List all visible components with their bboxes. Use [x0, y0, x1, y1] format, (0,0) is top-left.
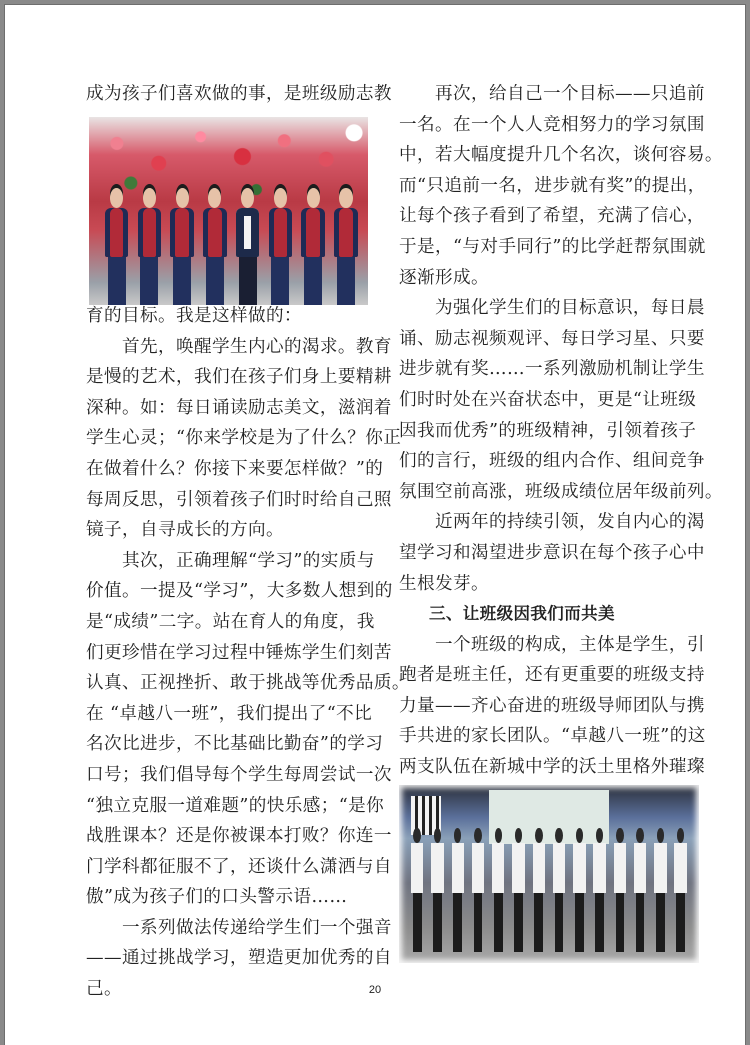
text-line: 们的言行，班级的组内合作、组间竞争: [399, 451, 705, 472]
stage-performance-photo: [399, 785, 699, 963]
student-figure: [105, 188, 129, 305]
text-line: 是“成绩”二字。站在育人的角度，我: [86, 611, 375, 632]
text-line: 学生心灵；“你来学校是为了什么？你正: [86, 428, 402, 449]
teacher-figure: [236, 188, 260, 305]
section-heading: 三、让班级因我们而共美: [429, 604, 615, 624]
text-line: 们更珍惜在学习过程中锤炼学生们刻苦: [86, 642, 392, 663]
student-group: [100, 188, 362, 305]
text-line: 成为孩子们喜欢做的事，是班级励志教: [86, 84, 392, 104]
text-line: 们时时处在兴奋状态中，更是“让班级: [399, 389, 697, 410]
text-line: 让每个孩子看到了希望，充满了信心，: [399, 206, 705, 227]
text-line: 每周反思，引领着孩子们时时给自己照: [86, 489, 392, 510]
document-page: [4, 4, 746, 1045]
text-line: 望学习和渴望进步意识在每个孩子心中: [399, 542, 705, 563]
text-line: 两支队伍在新城中学的沃土里格外璀璨: [399, 757, 705, 778]
dancer-figure: [634, 828, 646, 953]
text-line: 生根发芽。: [399, 573, 489, 594]
student-figure: [301, 188, 325, 305]
text-line: 口号；我们倡导每个学生每周尝试一次: [86, 764, 392, 785]
left-column: [86, 79, 392, 110]
dancer-figure: [614, 828, 626, 953]
dancer-figure: [654, 828, 666, 953]
text-line: 傲”成为孩子们的口头警示语……: [86, 887, 348, 908]
text-line: 跑者是班主任，还有更重要的班级支持: [399, 665, 705, 686]
dancer-figure: [472, 828, 484, 953]
page-number: 20: [368, 984, 382, 996]
dancer-figure: [553, 828, 565, 953]
paragraph-first-line: 一系列做法传递给学生们一个强音: [122, 917, 392, 938]
dancer-figure: [593, 828, 605, 953]
text-line: 于是，“与对手同行”的比学赶帮氛围就: [399, 236, 706, 257]
text-line: 是慢的艺术，我们在孩子们身上要精耕: [86, 367, 392, 388]
paragraph-first-line: 一个班级的构成，主体是学生，引: [435, 634, 705, 655]
text-line: 进步就有奖……一系列激励机制让学生: [399, 359, 705, 380]
text-line: “独立克服一道难题”的快乐感；“是你: [86, 795, 385, 816]
paragraph-first-line: 为强化学生们的目标意识，每日晨: [435, 298, 705, 319]
student-figure: [170, 188, 194, 305]
paragraph-first-line: 首先，唤醒学生内心的渴求。教育: [122, 336, 392, 357]
text-line: 因我而优秀”的班级精神，引领着孩子: [399, 420, 697, 441]
text-line: 名次比进步，不比基础比勤奋”的学习: [86, 734, 384, 755]
student-figure: [334, 188, 358, 305]
student-figure: [203, 188, 227, 305]
text-line: 门学科都征服不了，还谈什么潇洒与自: [86, 856, 392, 877]
text-line: 镜子，自寻成长的方向。: [86, 520, 284, 541]
dancer-figure: [431, 828, 443, 953]
student-figure: [138, 188, 162, 305]
student-figure: [269, 188, 293, 305]
text-line: 战胜课本？还是你被课本打败？你连一: [86, 826, 392, 847]
text-line: 手共进的家长团队。“卓越八一班”的这: [399, 726, 706, 747]
text-line: 己。: [86, 979, 122, 1000]
dancer-figure: [573, 828, 585, 953]
dancer-figure: [492, 828, 504, 953]
text-line: 力量——齐心奋进的班级导师团队与携: [399, 695, 705, 716]
dancer-figure: [674, 828, 686, 953]
text-line: 在做着什么？你接下来要怎样做？”的: [86, 458, 384, 479]
text-line: 诵、励志视频观评、每日学习星、只要: [399, 328, 705, 349]
text-line: 认真、正视挫折、敢于挑战等优秀品质。: [86, 673, 410, 694]
students-with-teacher-photo: [89, 117, 368, 305]
dancer-figure: [411, 828, 423, 953]
dancer-figure: [452, 828, 464, 953]
text-line: 逐渐形成。: [399, 267, 489, 288]
text-line: 而“只追前一名，进步就有奖”的提出，: [399, 175, 706, 196]
paragraph-first-line: 再次，给自己一个目标——只追前: [435, 84, 705, 104]
text-line: 中，若大幅度提升几个名次，谈何容易。: [399, 145, 723, 166]
text-line: 价值。一提及“学习”，大多数人想到的: [86, 581, 393, 602]
text-line: 一名。在一个人人竞相努力的学习氛围: [399, 114, 705, 135]
paragraph-first-line: 近两年的持续引领，发自内心的渴: [435, 512, 705, 533]
right-column: [399, 79, 723, 813]
text-line: 育的目标。我是这样做的：: [86, 306, 302, 326]
dancer-figure: [512, 828, 524, 953]
dancer-group: [411, 828, 687, 953]
paragraph-first-line: 其次，正确理解“学习”的实质与: [122, 550, 375, 571]
text-line: 深种。如：每日诵读励志美文，滋润着: [86, 397, 392, 418]
text-line: ——通过挑战学习，塑造更加优秀的自: [86, 948, 392, 969]
text-line: 氛围空前高涨，班级成绩位居年级前列。: [399, 481, 723, 502]
text-line: 在 “卓越八一班”，我们提出了“不比: [86, 703, 373, 724]
dancer-figure: [533, 828, 545, 953]
